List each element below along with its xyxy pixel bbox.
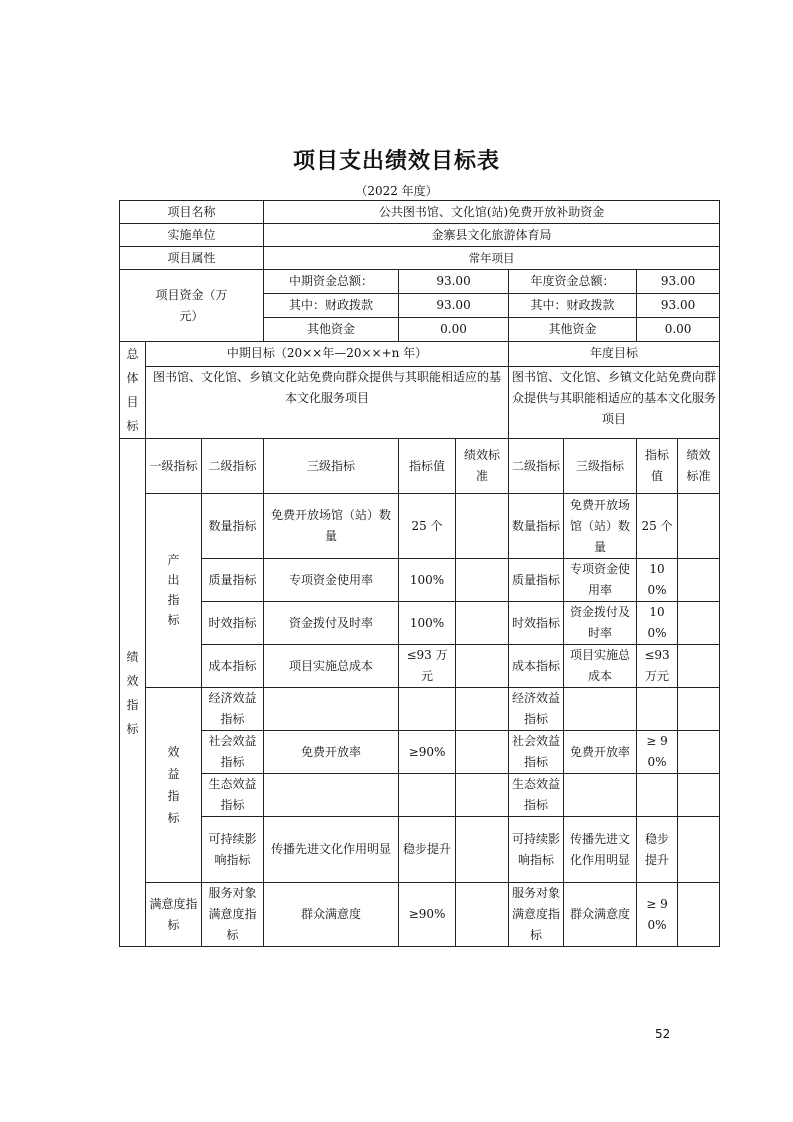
header-standard: 绩效标准 — [456, 439, 509, 494]
row-level2: 可持续影响指标 — [202, 817, 264, 883]
table-row — [120, 645, 720, 688]
row-level3: 专项资金使用率 — [264, 559, 399, 602]
mid-fiscal-value: 93.00 — [399, 294, 509, 318]
row-standard — [456, 494, 509, 559]
funds-row-total — [120, 270, 720, 294]
year-total-value: 93.00 — [637, 270, 720, 294]
project-name-value: 公共图书馆、文化馆(站)免费开放补助资金 — [264, 201, 720, 224]
row-year-value: ≥ 90% — [637, 883, 678, 947]
year-goal-header: 年度目标 — [509, 342, 720, 367]
funds-label: 项目资金（万元） — [120, 270, 264, 342]
header-year-level3: 三级指标 — [564, 439, 637, 494]
row-level3 — [264, 774, 399, 817]
row-year-value: ≥ 90% — [637, 731, 678, 774]
row-standard — [456, 602, 509, 645]
row-value: ≥90% — [399, 731, 456, 774]
header-level3: 三级指标 — [264, 439, 399, 494]
row-year-value: ≤93 万元 — [637, 645, 678, 688]
row-level3: 资金拨付及时率 — [264, 602, 399, 645]
year-other-label: 其他资金 — [509, 318, 637, 342]
row-year-standard — [678, 559, 720, 602]
unit-value: 金寨县文化旅游体育局 — [264, 224, 720, 247]
row-level2: 社会效益指标 — [202, 731, 264, 774]
header-level1: 一级指标 — [146, 439, 202, 494]
unit-label: 实施单位 — [120, 224, 264, 247]
row-value: ≥90% — [399, 883, 456, 947]
row-year-value: 稳步提升 — [637, 817, 678, 883]
row-level2: 生态效益指标 — [202, 774, 264, 817]
row-year-value: 100% — [637, 559, 678, 602]
row-level2: 数量指标 — [202, 494, 264, 559]
row-year-level2: 成本指标 — [509, 645, 564, 688]
mid-goal-text: 图书馆、文化馆、乡镇文化站免费向群众提供与其职能相适应的基本文化服务项目 — [146, 366, 509, 438]
row-year-standard — [678, 645, 720, 688]
project-name-label: 项目名称 — [120, 201, 264, 224]
row-level3: 项目实施总成本 — [264, 645, 399, 688]
row-level3 — [264, 688, 399, 731]
year-other-value: 0.00 — [637, 318, 720, 342]
row-year-level3: 群众满意度 — [564, 883, 637, 947]
row-year-standard — [678, 602, 720, 645]
mid-other-value: 0.00 — [399, 318, 509, 342]
row-year-level2: 生态效益指标 — [509, 774, 564, 817]
row-year-level2: 经济效益指标 — [509, 688, 564, 731]
goals-header-row — [120, 342, 720, 367]
header-value: 指标值 — [399, 439, 456, 494]
table-row — [120, 602, 720, 645]
unit-row — [120, 224, 720, 247]
row-value: 100% — [399, 559, 456, 602]
document-title: 项目支出绩效目标表 — [292, 149, 500, 174]
table-row — [120, 559, 720, 602]
page-number: 52 — [655, 1027, 671, 1041]
project-name-row — [120, 201, 720, 224]
indicator-header-row — [120, 439, 720, 494]
year-label: （2022 年度） — [355, 184, 438, 198]
table-row — [120, 688, 720, 731]
mid-other-label: 其他资金 — [264, 318, 399, 342]
row-value: 稳步提升 — [399, 817, 456, 883]
row-year-value: 100% — [637, 602, 678, 645]
row-year-standard — [678, 494, 720, 559]
row-value: ≤93 万元 — [399, 645, 456, 688]
row-year-level3: 传播先进文化作用明显 — [564, 817, 637, 883]
row-year-level2: 时效指标 — [509, 602, 564, 645]
indicators-label: 绩效指标 — [120, 439, 146, 947]
row-year-value: 25 个 — [637, 494, 678, 559]
row-level3: 免费开放率 — [264, 731, 399, 774]
row-year-standard — [678, 817, 720, 883]
table-row — [120, 774, 720, 817]
header-year-standard: 绩效标准 — [678, 439, 720, 494]
row-value — [399, 774, 456, 817]
row-year-level2: 质量指标 — [509, 559, 564, 602]
row-year-level3: 专项资金使用率 — [564, 559, 637, 602]
row-year-level2: 服务对象满意度指标 — [509, 883, 564, 947]
table-row — [120, 817, 720, 883]
row-value: 100% — [399, 602, 456, 645]
table-row — [120, 883, 720, 947]
row-standard — [456, 559, 509, 602]
row-level2: 服务对象满意度指标 — [202, 883, 264, 947]
year-total-label: 年度资金总额： — [509, 270, 637, 294]
row-standard — [456, 774, 509, 817]
attr-label: 项目属性 — [120, 247, 264, 270]
header-level2: 二级指标 — [202, 439, 264, 494]
row-year-standard — [678, 731, 720, 774]
goals-label: 总体目标 — [120, 342, 146, 439]
attr-row — [120, 247, 720, 270]
mid-total-value: 93.00 — [399, 270, 509, 294]
satisfaction-indicator-label: 满意度指标 — [146, 883, 202, 947]
row-level3: 群众满意度 — [264, 883, 399, 947]
row-year-level2: 可持续影响指标 — [509, 817, 564, 883]
row-level3: 免费开放场馆（站）数量 — [264, 494, 399, 559]
row-year-value — [637, 688, 678, 731]
year-fiscal-value: 93.00 — [637, 294, 720, 318]
row-year-level3: 免费开放场馆（站）数量 — [564, 494, 637, 559]
year-fiscal-label: 其中：财政拨款 — [509, 294, 637, 318]
row-level2: 成本指标 — [202, 645, 264, 688]
performance-target-table — [119, 200, 720, 947]
row-year-standard — [678, 688, 720, 731]
output-indicator-label: 产出指标 — [146, 494, 202, 688]
mid-goal-header: 中期目标（20××年—20××+n 年） — [146, 342, 509, 367]
row-year-level3: 资金拨付及时率 — [564, 602, 637, 645]
row-year-level2: 数量指标 — [509, 494, 564, 559]
row-year-standard — [678, 883, 720, 947]
row-standard — [456, 731, 509, 774]
effect-indicator-label: 效益指标 — [146, 688, 202, 883]
row-level3: 传播先进文化作用明显 — [264, 817, 399, 883]
header-year-level2: 二级指标 — [509, 439, 564, 494]
row-year-level2: 社会效益指标 — [509, 731, 564, 774]
row-standard — [456, 645, 509, 688]
row-value — [399, 688, 456, 731]
row-year-level3: 免费开放率 — [564, 731, 637, 774]
table-row — [120, 494, 720, 559]
row-value: 25 个 — [399, 494, 456, 559]
row-standard — [456, 688, 509, 731]
table-row — [120, 731, 720, 774]
mid-fiscal-label: 其中：财政拨款 — [264, 294, 399, 318]
row-level2: 质量指标 — [202, 559, 264, 602]
row-year-value — [637, 774, 678, 817]
attr-value: 常年项目 — [264, 247, 720, 270]
row-year-level3 — [564, 774, 637, 817]
header-year-value: 指标值 — [637, 439, 678, 494]
row-level2: 时效指标 — [202, 602, 264, 645]
row-year-level3: 项目实施总成本 — [564, 645, 637, 688]
goals-text-row — [120, 366, 720, 438]
row-year-level3 — [564, 688, 637, 731]
year-goal-text: 图书馆、文化馆、乡镇文化站免费向群众提供与其职能相适应的基本文化服务项目 — [509, 366, 720, 438]
row-standard — [456, 883, 509, 947]
row-standard — [456, 817, 509, 883]
row-year-standard — [678, 774, 720, 817]
row-level2: 经济效益指标 — [202, 688, 264, 731]
mid-total-label: 中期资金总额： — [264, 270, 399, 294]
